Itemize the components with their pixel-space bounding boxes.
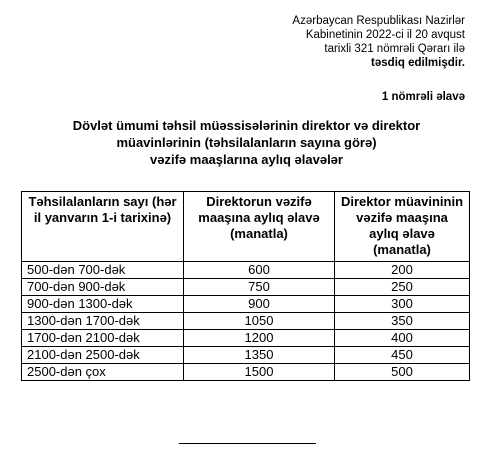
student-range: 2500-dən çox — [22, 364, 184, 381]
table-row — [22, 347, 470, 364]
director-allowance: 750 — [184, 279, 335, 296]
approval-line: tarixli 321 nömrəli Qərarı ilə — [324, 43, 465, 55]
table-row — [22, 330, 470, 347]
deputy-allowance: 500 — [335, 364, 470, 381]
header-director-allowance: Direktorun vəzifə maaşına aylıq əlavə (manatla) — [184, 192, 335, 262]
title-line: vəzifə maaşlarına aylıq əlavələr — [150, 152, 343, 167]
approval-line: Azərbaycan Respublikası Nazirlər — [292, 15, 465, 27]
allowance-table — [21, 191, 470, 381]
document-title — [40, 117, 453, 168]
approval-line: Kabinetinin 2022-ci il 20 avqust — [305, 29, 465, 41]
deputy-allowance: 400 — [335, 330, 470, 347]
student-range: 1700-dən 2100-dək — [22, 330, 184, 347]
director-allowance: 900 — [184, 296, 335, 313]
annex-label: 1 nömrəli əlavə — [381, 91, 465, 103]
header-student-count: Təhsilalanların sayı (hər il yanvarın 1-i tarixinə) — [22, 192, 184, 262]
deputy-allowance: 200 — [335, 262, 470, 279]
deputy-allowance: 350 — [335, 313, 470, 330]
table-row — [22, 262, 470, 279]
title-line: Dövlət ümumi təhsil müəssisələrinin direktor və direktor — [72, 118, 421, 133]
student-range: 1300-dən 1700-dək — [22, 313, 184, 330]
approval-note — [292, 14, 465, 70]
director-allowance: 1350 — [184, 347, 335, 364]
director-allowance: 600 — [184, 262, 335, 279]
approval-line: təsdiq edilmişdir. — [371, 57, 465, 69]
deputy-allowance: 300 — [335, 296, 470, 313]
title-line: müavinlərinin (təhsilalanların sayına görə) — [116, 135, 377, 150]
table-row — [22, 296, 470, 313]
student-range: 700-dən 900-dək — [22, 279, 184, 296]
closing-line — [179, 443, 316, 444]
student-range: 900-dən 1300-dək — [22, 296, 184, 313]
header-deputy-allowance: Direktor müavininin vəzifə maaşına aylıq əlavə (manatla) — [335, 192, 470, 262]
table-row — [22, 279, 470, 296]
table-row — [22, 313, 470, 330]
deputy-allowance: 250 — [335, 279, 470, 296]
student-range: 2100-dən 2500-dək — [22, 347, 184, 364]
director-allowance: 1200 — [184, 330, 335, 347]
table-row — [22, 364, 470, 381]
table-header-row — [22, 192, 470, 262]
student-range: 500-dən 700-dək — [22, 262, 184, 279]
director-allowance: 1050 — [184, 313, 335, 330]
deputy-allowance: 450 — [335, 347, 470, 364]
director-allowance: 1500 — [184, 364, 335, 381]
